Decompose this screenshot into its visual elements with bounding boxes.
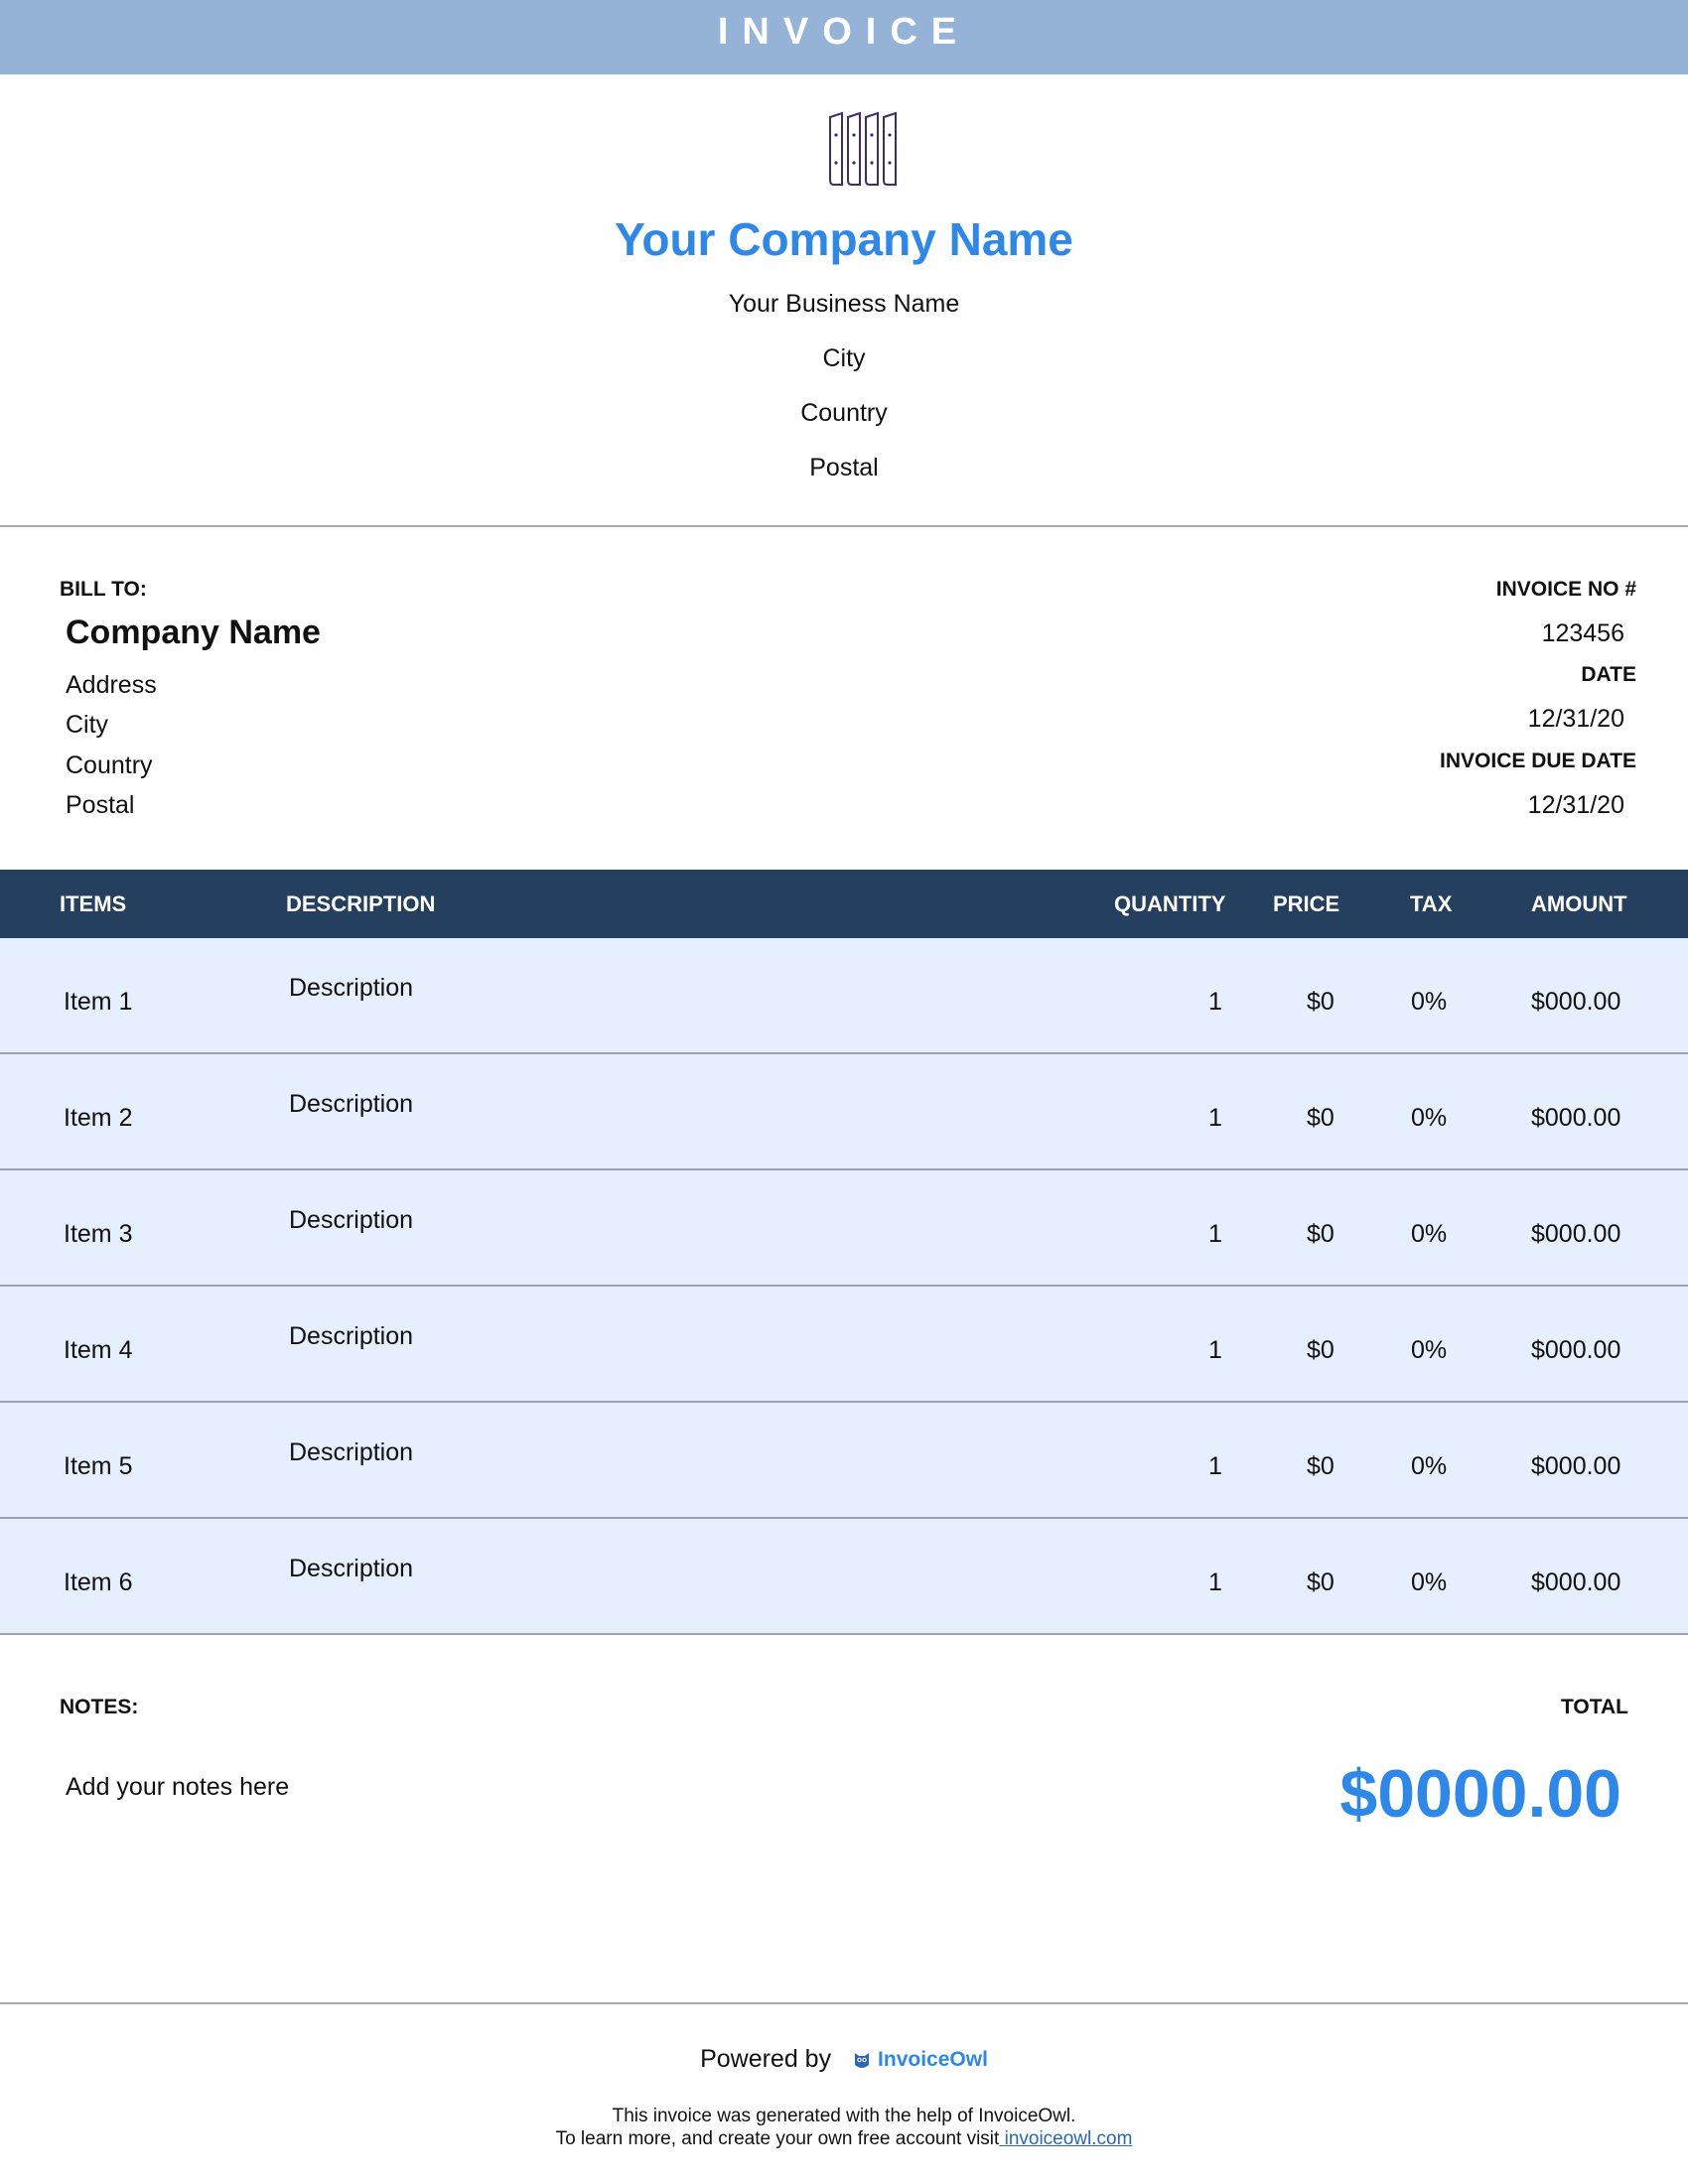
bill-to-postal: Postal xyxy=(66,791,135,819)
row-price: $0 xyxy=(1307,1452,1335,1480)
row-quantity: 1 xyxy=(1208,1336,1222,1364)
table-row xyxy=(0,1170,1688,1287)
company-postal: Postal xyxy=(809,454,879,481)
row-tax: 0% xyxy=(1411,988,1448,1016)
header-description: DESCRIPTION xyxy=(286,891,436,916)
row-description: Description xyxy=(289,1090,414,1118)
row-amount: $000.00 xyxy=(1531,988,1621,1016)
invoice-number-label: INVOICE NO # xyxy=(1495,578,1636,601)
company-name: Your Company Name xyxy=(615,213,1073,265)
brand-invoice: Invoice xyxy=(878,2048,950,2072)
invoice-title: INVOICE xyxy=(717,11,971,53)
row-quantity: 1 xyxy=(1208,1220,1222,1248)
row-quantity: 1 xyxy=(1208,1569,1222,1596)
header-quantity: QUANTITY xyxy=(1114,891,1226,916)
brand-owl: Owl xyxy=(949,2048,988,2072)
invoice-date: 12/31/20 xyxy=(1527,705,1624,733)
table-row xyxy=(0,1054,1688,1170)
table-row xyxy=(0,938,1688,1054)
company-city: City xyxy=(822,344,866,372)
items-table-header xyxy=(0,870,1688,938)
invoice-title-banner xyxy=(0,0,1688,74)
header-items: ITEMS xyxy=(60,891,127,916)
owl-icon xyxy=(852,2049,872,2071)
row-description: Description xyxy=(289,1555,414,1582)
row-price: $0 xyxy=(1307,1220,1335,1248)
row-price: $0 xyxy=(1307,988,1335,1016)
total-label: TOTAL xyxy=(1560,1696,1628,1718)
row-price: $0 xyxy=(1307,1336,1335,1364)
invoiceowl-logo[interactable] xyxy=(852,2048,988,2072)
row-amount: $000.00 xyxy=(1531,1452,1621,1480)
row-tax: 0% xyxy=(1411,1336,1448,1364)
header-amount: AMOUNT xyxy=(1531,891,1627,916)
notes-label: NOTES: xyxy=(60,1696,139,1718)
divider-top xyxy=(0,525,1688,527)
bill-to-city: City xyxy=(66,711,109,739)
row-tax: 0% xyxy=(1411,1104,1448,1132)
row-quantity: 1 xyxy=(1208,1104,1222,1132)
row-description: Description xyxy=(289,974,414,1002)
row-price: $0 xyxy=(1307,1104,1335,1132)
row-description: Description xyxy=(289,1438,414,1466)
due-date-label: INVOICE DUE DATE xyxy=(1440,750,1636,772)
footer-line-2 xyxy=(0,2128,1688,2150)
powered-by-line xyxy=(0,2045,1688,2074)
bill-to-company-name: Company Name xyxy=(66,614,321,651)
row-quantity: 1 xyxy=(1208,1452,1222,1480)
row-tax: 0% xyxy=(1411,1220,1448,1248)
bill-to-country: Country xyxy=(66,751,153,779)
items-table-body xyxy=(0,938,1688,1635)
row-quantity: 1 xyxy=(1208,988,1222,1016)
row-amount: $000.00 xyxy=(1531,1220,1621,1248)
row-amount: $000.00 xyxy=(1531,1569,1621,1596)
invoice-number: 123456 xyxy=(1541,619,1624,647)
row-amount: $000.00 xyxy=(1531,1104,1621,1132)
invoiceowl-link[interactable]: invoiceowl.com xyxy=(999,2128,1133,2149)
row-item: Item 5 xyxy=(64,1452,133,1480)
divider-bottom xyxy=(0,2002,1688,2004)
books-logo-icon xyxy=(826,109,906,189)
date-label: DATE xyxy=(1581,663,1636,686)
company-country: Country xyxy=(800,399,888,427)
row-price: $0 xyxy=(1307,1569,1335,1596)
table-row xyxy=(0,1519,1688,1635)
table-row xyxy=(0,1403,1688,1519)
row-description: Description xyxy=(289,1322,414,1350)
total-amount: $0000.00 xyxy=(1339,1756,1621,1832)
business-name: Your Business Name xyxy=(728,290,960,318)
invoice-due-date: 12/31/20 xyxy=(1527,791,1624,819)
row-item: Item 1 xyxy=(64,988,133,1016)
row-description: Description xyxy=(289,1206,414,1234)
footer-line-2-text: To learn more, and create your own free account visit xyxy=(555,2128,1000,2149)
row-item: Item 4 xyxy=(64,1336,133,1364)
header-tax: TAX xyxy=(1410,891,1453,916)
powered-by-label: Powered by xyxy=(700,2045,832,2073)
bill-to-address: Address xyxy=(66,671,157,699)
row-tax: 0% xyxy=(1411,1569,1448,1596)
notes-text: Add your notes here xyxy=(66,1773,290,1801)
footer-line-1: This invoice was generated with the help of InvoiceOwl. xyxy=(612,2106,1076,2126)
bill-to-label: BILL TO: xyxy=(60,578,147,601)
row-item: Item 3 xyxy=(64,1220,133,1248)
row-amount: $000.00 xyxy=(1531,1336,1621,1364)
header-price: PRICE xyxy=(1273,891,1340,916)
row-item: Item 6 xyxy=(64,1569,133,1596)
row-item: Item 2 xyxy=(64,1104,133,1132)
table-row xyxy=(0,1287,1688,1403)
row-tax: 0% xyxy=(1411,1452,1448,1480)
